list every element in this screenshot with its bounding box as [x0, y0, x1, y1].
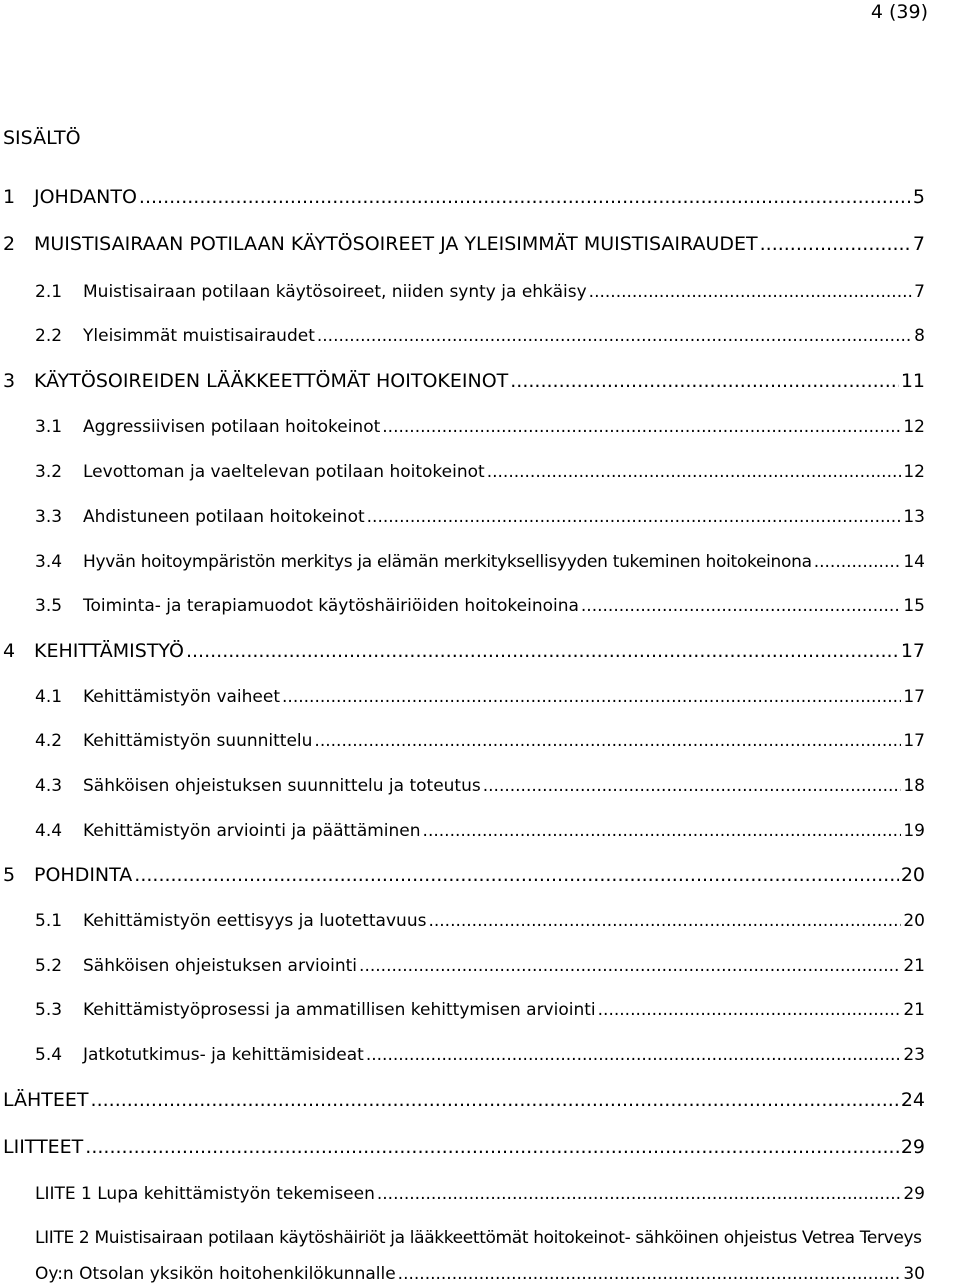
- toc-entry[interactable]: [3, 1135, 925, 1159]
- toc-entry-page: 5: [912, 186, 925, 208]
- toc-entry[interactable]: [35, 280, 925, 304]
- toc-leader-dots: [282, 685, 901, 709]
- toc-leader-dots: [382, 415, 901, 439]
- toc-entry-page: 13: [903, 507, 925, 527]
- toc-entry-title-line2: Oy:n Otsolan yksikön hoitohenkilökunnalle: [35, 1264, 396, 1284]
- toc-entry-page: 20: [900, 864, 925, 886]
- toc-leader-dots: [314, 729, 901, 753]
- toc-entry-page: 29: [903, 1184, 925, 1204]
- toc-entry[interactable]: [3, 863, 925, 887]
- toc-entry-number: 4.4: [35, 821, 63, 841]
- toc-entry[interactable]: [35, 594, 925, 618]
- toc-entry-title: Levottoman ja vaeltelevan potilaan hoitokeinot: [83, 462, 485, 482]
- toc-entry-number: 4.3: [35, 776, 63, 796]
- toc-entry-title: Aggressiivisen potilaan hoitokeinot: [83, 417, 381, 437]
- toc-entry-page: 7: [914, 282, 925, 302]
- toc-leader-dots: [483, 774, 902, 798]
- toc-entry-page: 17: [903, 731, 925, 751]
- toc-entry-title: POHDINTA: [34, 864, 133, 886]
- toc-entry-number: 3.3: [35, 507, 63, 527]
- toc-leader-dots: [589, 280, 913, 304]
- toc-entry[interactable]: [35, 324, 925, 348]
- toc-entry-title: Kehittämistyön vaiheet: [83, 687, 281, 707]
- toc-entry-number: 3: [3, 370, 16, 392]
- toc-entry[interactable]: [35, 460, 925, 484]
- toc-entry-page: 23: [903, 1045, 925, 1065]
- toc-entry-title: Kehittämistyön suunnittelu: [83, 731, 313, 751]
- toc-leader-dots: [139, 185, 911, 209]
- toc-leader-dots: [317, 324, 912, 348]
- toc-leader-dots: [366, 1043, 902, 1067]
- toc-entry[interactable]: [3, 639, 925, 663]
- toc-leader-dots: [428, 909, 901, 933]
- toc-entry[interactable]: [35, 505, 925, 529]
- toc-entry-title: Sähköisen ohjeistuksen suunnittelu ja toteutus: [83, 776, 481, 796]
- toc-entry-title: KÄYTÖSOIREIDEN LÄÄKKEETTÖMÄT HOITOKEINOT: [34, 370, 509, 392]
- toc-entry-title: LIITE 1 Lupa kehittämistyön tekemiseen: [35, 1184, 375, 1204]
- toc-leader-dots: [598, 998, 902, 1022]
- toc-entry-number: 5.1: [35, 911, 63, 931]
- toc-entry-number: 5.4: [35, 1045, 63, 1065]
- toc-leader-dots: [423, 819, 902, 843]
- toc-heading: SISÄLTÖ: [3, 127, 81, 149]
- toc-entry-title: Yleisimmät muistisairaudet: [83, 326, 315, 346]
- toc-entry-liite2-cont[interactable]: [35, 1262, 925, 1286]
- toc-leader-dots: [510, 369, 899, 393]
- toc-entry-number: 5.3: [35, 1000, 63, 1020]
- toc-entry-number: 3.4: [35, 552, 63, 572]
- toc-entry-page: 29: [900, 1136, 925, 1158]
- toc-entry-page: 17: [903, 687, 925, 707]
- toc-entry-number: 4: [3, 640, 16, 662]
- toc-entry-number: 2: [3, 233, 16, 255]
- toc-entry-number: 5.2: [35, 956, 63, 976]
- toc-entry-page: 19: [903, 821, 925, 841]
- toc-entry-title: LÄHTEET: [3, 1089, 89, 1111]
- toc-entry-title: Kehittämistyön arviointi ja päättäminen: [83, 821, 421, 841]
- toc-leader-dots: [377, 1182, 902, 1206]
- toc-leader-dots: [91, 1088, 899, 1112]
- toc-entry-number: 3.1: [35, 417, 63, 437]
- toc-entry-title: Jatkotutkimus- ja kehittämisideat: [83, 1045, 364, 1065]
- toc-entry-page: 8: [914, 326, 925, 346]
- toc-entry-number: 3.5: [35, 596, 63, 616]
- toc-leader-dots: [367, 505, 902, 529]
- toc-leader-dots: [487, 460, 902, 484]
- toc-entry[interactable]: [35, 998, 925, 1022]
- toc-entry[interactable]: [3, 185, 925, 209]
- toc-entry-title: Ahdistuneen potilaan hoitokeinot: [83, 507, 365, 527]
- toc-entry-page: 12: [903, 417, 925, 437]
- toc-entry[interactable]: [35, 1043, 925, 1067]
- toc-entry-title-line1: LIITE 2 Muistisairaan potilaan käytöshäiriöt ja lääkkeettömät hoitokeinot- sähköinen ohjeistus Vetrea Terveys: [35, 1228, 922, 1248]
- toc-entry-title: MUISTISAIRAAN POTILAAN KÄYTÖSOIREET JA YLEISIMMÄT MUISTISAIRAUDET: [34, 233, 758, 255]
- toc-entry[interactable]: [35, 729, 925, 753]
- toc-entry-number: 4.2: [35, 731, 63, 751]
- toc-entry-page: 21: [903, 956, 925, 976]
- toc-entry-page: 24: [900, 1089, 925, 1111]
- toc-entry[interactable]: [35, 954, 925, 978]
- toc-entry-number: 3.2: [35, 462, 63, 482]
- toc-leader-dots: [760, 232, 911, 256]
- toc-entry-title: Sähköisen ohjeistuksen arviointi: [83, 956, 358, 976]
- toc-entry-number: 2.2: [35, 326, 63, 346]
- toc-entry-title: JOHDANTO: [34, 186, 137, 208]
- toc-entry-page: 18: [903, 776, 925, 796]
- toc-entry-page: 30: [903, 1264, 925, 1284]
- toc-entry[interactable]: [35, 819, 925, 843]
- toc-entry[interactable]: [3, 1088, 925, 1112]
- toc-entry-page: 14: [903, 552, 925, 572]
- toc-entry-page: 20: [903, 911, 925, 931]
- toc-leader-dots: [398, 1262, 902, 1286]
- toc-entry-title: Toiminta- ja terapiamuodot käytöshäiriöiden hoitokeinoina: [83, 596, 579, 616]
- toc-entry-number: 2.1: [35, 282, 63, 302]
- toc-entry[interactable]: [3, 232, 925, 256]
- toc-leader-dots: [186, 639, 899, 663]
- toc-entry[interactable]: [35, 909, 925, 933]
- toc-entry[interactable]: [35, 550, 925, 574]
- toc-entry-liite2[interactable]: [35, 1226, 925, 1250]
- toc-leader-dots: [814, 550, 902, 574]
- toc-leader-dots: [359, 954, 901, 978]
- toc-entry-title: Kehittämistyöprosessi ja ammatillisen kehittymisen arviointi: [83, 1000, 596, 1020]
- toc-entry[interactable]: [35, 685, 925, 709]
- toc-entry-title: LIITTEET: [3, 1136, 84, 1158]
- toc-entry-title: Muistisairaan potilaan käytösoireet, niiden synty ja ehkäisy: [83, 282, 587, 302]
- toc-entry-title: KEHITTÄMISTYÖ: [34, 640, 184, 662]
- toc-entry-number: 1: [3, 186, 16, 208]
- page-number: 4 (39): [870, 1, 928, 23]
- toc-entry[interactable]: [35, 1182, 925, 1206]
- toc-entry-number: 4.1: [35, 687, 63, 707]
- toc-entry-page: 21: [903, 1000, 925, 1020]
- toc-leader-dots: [85, 1135, 899, 1159]
- toc-entry-page: 15: [903, 596, 925, 616]
- toc-entry-title: Kehittämistyön eettisyys ja luotettavuus: [83, 911, 427, 931]
- toc-entry[interactable]: [35, 774, 925, 798]
- toc-entry[interactable]: [35, 415, 925, 439]
- toc-entry-page: 12: [903, 462, 925, 482]
- toc-entry-number: 5: [3, 864, 16, 886]
- toc-entry-title: Hyvän hoitoympäristön merkitys ja elämän merkityksellisyyden tukeminen hoitokeinona: [83, 552, 812, 572]
- toc-leader-dots: [581, 594, 901, 618]
- toc-entry-page: 7: [912, 233, 925, 255]
- toc-entry-page: 17: [900, 640, 925, 662]
- toc-entry[interactable]: [3, 369, 925, 393]
- toc-leader-dots: [134, 863, 899, 887]
- toc-entry-page: 11: [900, 370, 925, 392]
